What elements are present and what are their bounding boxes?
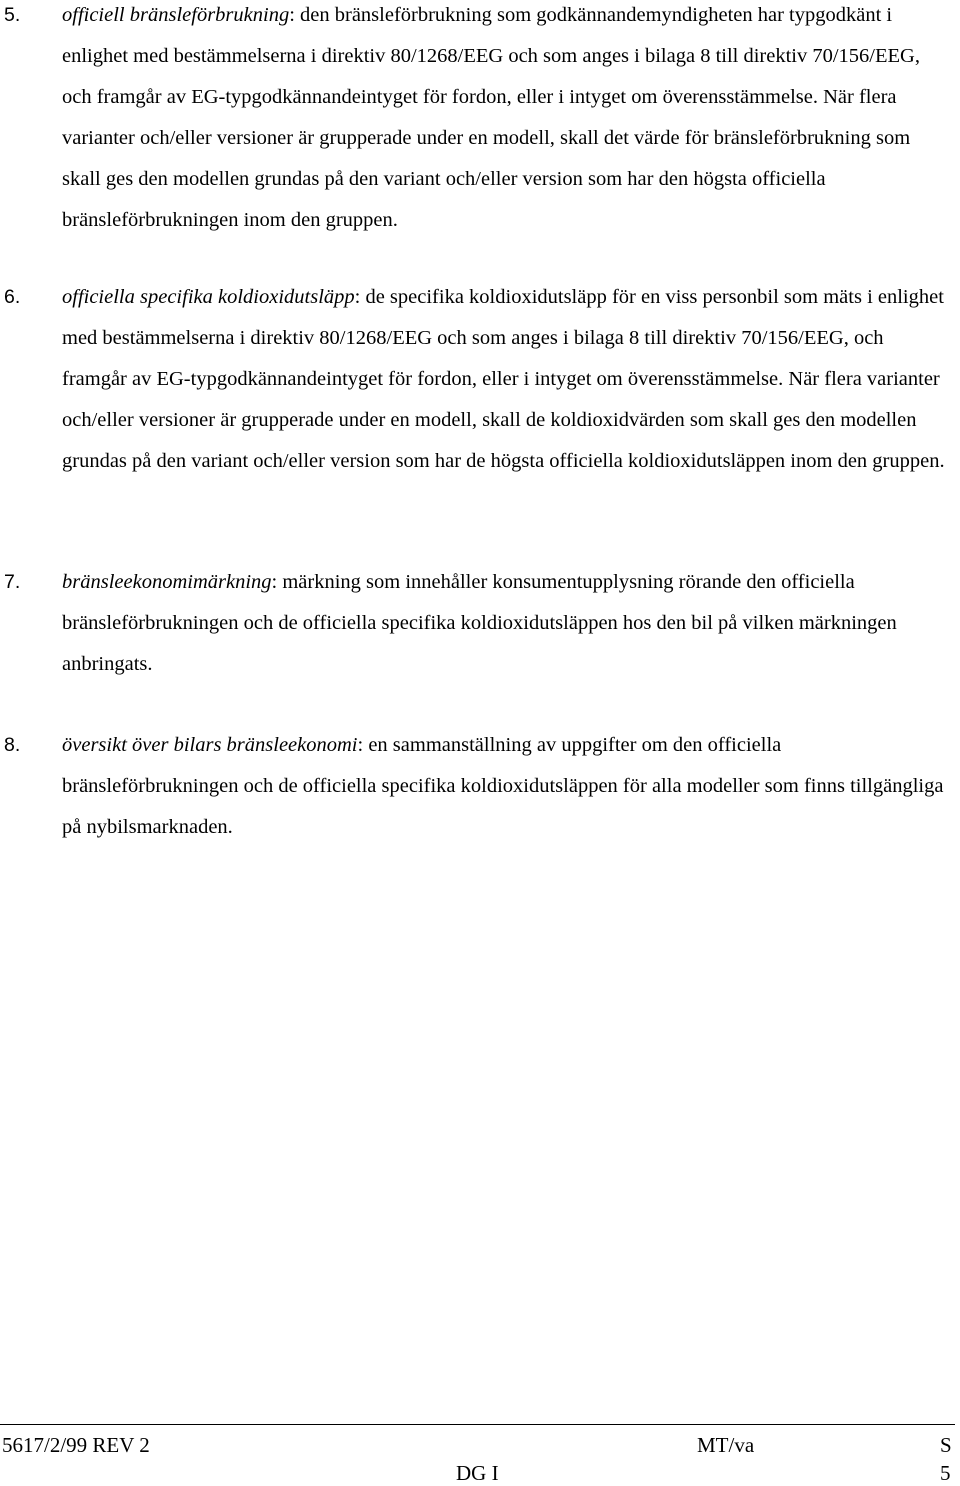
definition-body: : de specifika koldioxidutsläpp för en viss personbil som mäts i enlighet med bestämmelserna i direktiv 80/1268/EEG och som anges i bilaga 8 till direktiv 70/156/EEG, och framgår av EG-typgodkännandeintyget för fordon, eller i intyget om överensstämmelse. När flera varianter och/eller versioner är grupperade under en modell, skall de koldioxidvärden som skall ges den modellen grundas på den variant och/eller version som har de högsta officiella koldioxidutsläppen inom den gruppen. (62, 286, 945, 472)
definition-text (62, 0, 950, 241)
definition-item-6 (0, 277, 955, 482)
definition-text (62, 562, 950, 685)
definition-item-5 (0, 0, 955, 241)
definition-text (62, 725, 950, 848)
defined-term: översikt över bilars bränsleekonomi (62, 734, 358, 756)
footer-page-number: 5 (940, 1461, 951, 1485)
item-number: 7. (4, 571, 21, 593)
footer-initials: MT/va (697, 1433, 755, 1457)
footer-directorate: DG I (456, 1461, 499, 1485)
definition-item-7 (0, 562, 955, 685)
defined-term: bränsleekonomimärkning (62, 571, 272, 593)
footer-language-code: S (940, 1433, 952, 1457)
definition-text (62, 277, 950, 482)
definition-body: : märkning som innehåller konsumentupplysning rörande den officiella bränsleförbrukningen och de officiella specifika koldioxidutsläppen hos den bil på vilken märkningen anbringats. (62, 571, 897, 675)
definition-item-8 (0, 725, 955, 848)
definition-body: : den bränsleförbrukning som godkännandemyndigheten har typgodkänt i enlighet med bestämmelserna i direktiv 80/1268/EEG och som anges i bilaga 8 till direktiv 70/156/EEG, och framgår av EG-typgodkännandeintyget för fordon, eller i intyget om överensstämmelse. När flera varianter och/eller versioner är grupperade under en modell, skall det värde för bränsleförbrukning som skall ges den modellen grundas på den variant och/eller version som har den högsta officiella bränsleförbrukningen inom den gruppen. (62, 4, 920, 231)
footer-divider (0, 1424, 955, 1425)
defined-term: officiella specifika koldioxidutsläpp (62, 286, 355, 308)
defined-term: officiell bränsleförbrukning (62, 4, 290, 26)
item-number: 6. (4, 286, 21, 308)
item-number: 5. (4, 4, 21, 26)
definition-body: : en sammanställning av uppgifter om den officiella bränsleförbrukningen och de officiella specifika koldioxidutsläppen för alla modeller som finns tillgängliga på nybilsmarknaden. (62, 734, 944, 838)
item-number: 8. (4, 734, 21, 756)
footer-document-reference: 5617/2/99 REV 2 (2, 1433, 150, 1457)
